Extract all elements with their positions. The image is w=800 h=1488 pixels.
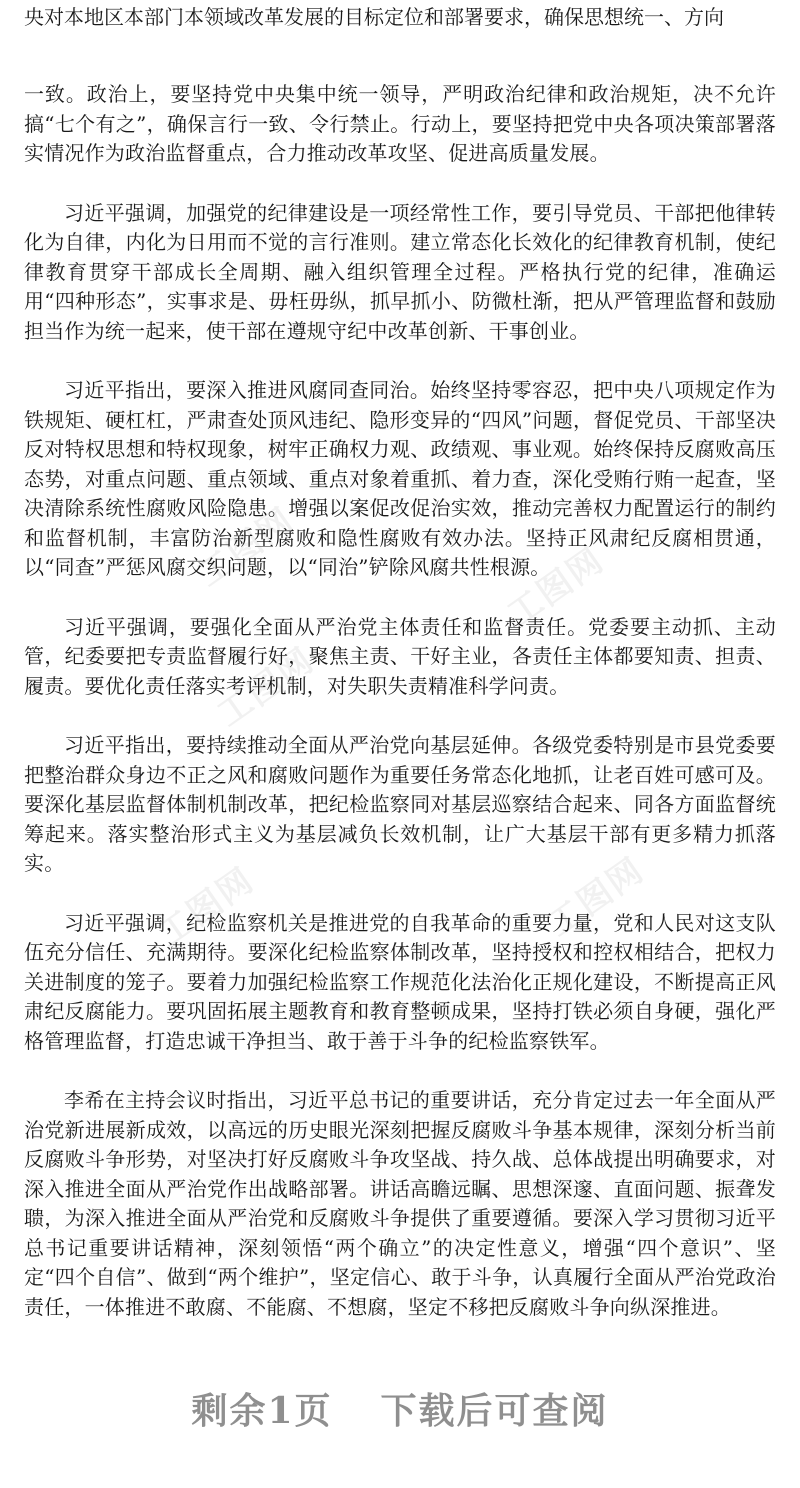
continued-text-line: 央对本地区本部门本领域改革发展的目标定位和部署要求，确保思想统一、方向 xyxy=(24,5,724,29)
watermark: 工图网 xyxy=(540,850,652,945)
paragraph-5: 习近平指出，要持续推动全面从严治党向基层延伸。各级党委特别是市县党委要把整治群众身边不正之风和腐败问题作为重要任务常态化地抓，让老百姓可感可及。要深化基层监督体制机制改革，把纪检监察同对基层巡察结合起来、同各方面监督统筹起来。落实整治形式主义为基层减负长效机制，让广大基层干部有更多精力抓落实。 xyxy=(24,733,776,875)
watermark: 工图网 xyxy=(150,860,262,955)
paragraph-4: 习近平强调，要强化全面从严治党主体责任和监督责任。党委要主动抓、主动管，纪委要把专责监督履行好，聚焦主责、干好主业，各责任主体都要知责、担责、履责。要优化责任落实考评机制，对失职失责精准科学问责。 xyxy=(24,614,776,698)
paragraph-6: 习近平强调，纪检监察机关是推进党的自我革命的重要力量，党和人民对这支队伍充分信任、充满期待。要深化纪检监察体制改革，坚持授权和控权相结合，把权力关进制度的笼子。要着力加强纪检监察工作规范化法治化正规化建设，不断提高正风肃纪反腐能力。要巩固拓展主题教育和教育整顿成果，坚持打铁必须自身硬，强化严格管理监督，打造忠诚干净担当、敢于善于斗争的纪检监察铁军。 xyxy=(24,910,776,1053)
watermark: 工图网 xyxy=(500,540,612,635)
watermark: 工图网 xyxy=(210,640,322,735)
paragraph-3: 习近平指出，要深入推进风腐同查同治。始终坚持零容忍，把中央八项规定作为铁规矩、硬杠杠，严肃查处顶风违纪、隐形变异的“四风”问题，督促党员、干部坚决反对特权思想和特权现象，树牢正确权力观、政绩观、事业观。始终保持反腐败高压态势，对重点问题、重点领域、重点对象着重抓、着力查，深化受贿行贿一起查，坚决清除系统性腐败风险隐患。增强以案促改促治实效，推动完善权力配置运行的制约和监督机制，丰富防治新型腐败和隐性腐败有效办法。坚持正风肃纪反腐相贯通，以“同查”严惩风腐交织问题，以“同治”铲除风腐共性根源。 xyxy=(24,378,776,579)
download-to-read-label: 下载后可查阅 xyxy=(380,1390,609,1432)
document-body xyxy=(24,0,776,1352)
download-prompt[interactable] xyxy=(0,1383,800,1434)
paragraph-1: 一致。政治上，要坚持党中央集中统一领导，严明政治纪律和政治规矩，决不允许搞“七个有之”，确保言行一致、令行禁止。行动上，要坚持把党中央各项决策部署落实情况作为政治监督重点，合力推动改革攻坚、促进高质量发展。 xyxy=(24,82,776,165)
watermark: 工图网 xyxy=(190,500,302,595)
paragraph-2: 习近平强调，加强党的纪律建设是一项经常性工作，要引导党员、干部把他律转化为自律，内化为日用而不觉的言行准则。建立常态化长效化的纪律教育机制，使纪律教育贯穿干部成长全周期、融入组织管理全过程。严格执行党的纪律，准确运用“四种形态”，实事求是、毋枉毋纵，抓早抓小、防微杜渐，把从严管理监督和鼓励担当作为统一起来，使干部在遵规守纪中改革创新、干事创业。 xyxy=(24,200,776,343)
paragraph-7: 李希在主持会议时指出，习近平总书记的重要讲话，充分肯定过去一年全面从严治党新进展新成效，以高远的历史眼光深刻把握反腐败斗争基本规律，深刻分析当前反腐败斗争形势，对坚决打好反腐败斗争攻坚战、持久战、总体战提出明确要求，对深入推进全面从严治党作出战略部署。讲话高瞻远瞩、思想深邃、直面问题、振聋发聩，为深入推进全面从严治党和反腐败斗争提供了重要遵循。要深入学习贯彻习近平总书记重要讲话精神，深刻领悟“两个确立”的决定性意义，增强“四个意识”、坚定“四个自信”、做到“两个维护”，坚定信心、敢于斗争，认真履行全面从严治党政治责任，一体推进不敢腐、不能腐、不想腐，坚定不移把反腐败斗争向纵深推进。 xyxy=(24,1088,776,1319)
remaining-pages-label: 剩余1页 xyxy=(191,1390,333,1432)
